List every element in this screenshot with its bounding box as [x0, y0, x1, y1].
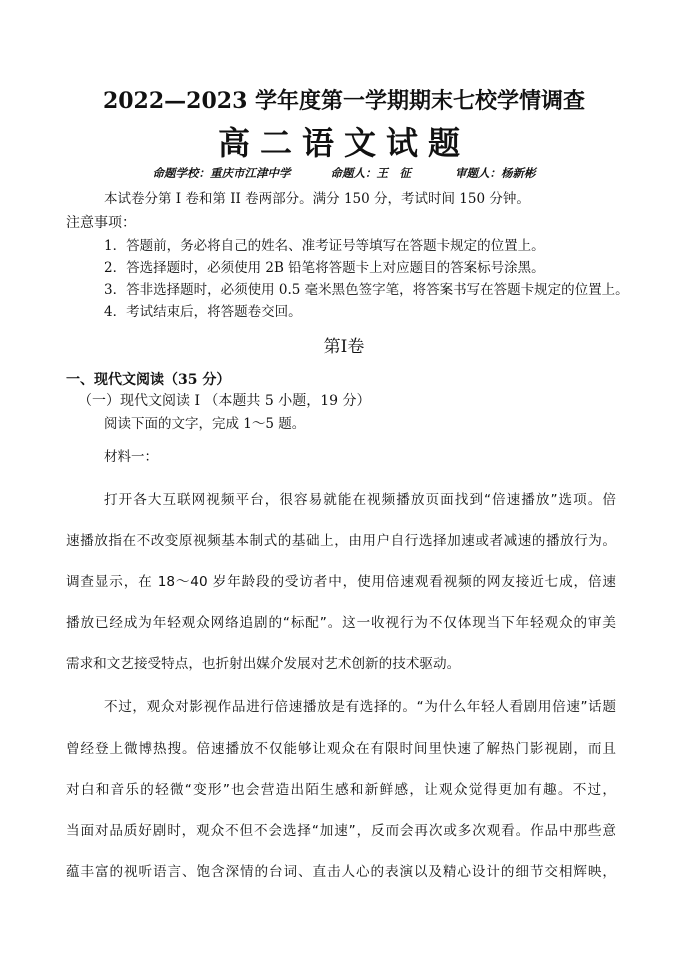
reading-instruction: 阅读下面的文字，完成 1～5 题。: [104, 416, 306, 432]
notice-heading: 注意事项：: [66, 215, 136, 231]
part-heading: 一、现代文阅读（35 分）: [66, 372, 231, 388]
subsection-heading: （一）现代文阅读 I （本题共 5 小题，19 分）: [78, 393, 371, 409]
passage-line: 当面对品质好剧时，观众不但不会选择“加速”，反而会再次或多次观看。作品中那些意: [66, 823, 616, 839]
notice-item: 4．考试结束后，将答题卷交回。: [104, 304, 302, 320]
exam-title: 2022—2023 学年度第一学期期末七校学情调查: [102, 88, 586, 114]
notice-item: 2．答选择题时，必须使用 2B 铅笔将答题卡上对应题目的答案标号涂黑。: [104, 260, 545, 276]
passage-line: 不过，观众对影视作品进行倍速播放是有选择的。“为什么年轻人看剧用倍速”话题: [104, 699, 616, 715]
passage-line: 打开各大互联网视频平台，很容易就能在视频播放页面找到“倍速播放”选项。倍: [104, 492, 616, 508]
passage-line: 蕴丰富的视听语言、饱含深情的台词、直击人心的表演以及精心设计的细节交相辉映，: [66, 864, 616, 880]
passage-line: 曾经登上微博热搜。倍速播放不仅能够让观众在有限时间里快速了解热门影视剧，而且: [66, 741, 616, 757]
author-line: [0, 165, 688, 181]
passage-line: 速播放指在不改变原视频基本制式的基础上，由用户自行选择加速或者减速的播放行为。: [66, 533, 616, 549]
notice-item: 3．答非选择题时，必须使用 0.5 毫米黑色签字笔，将答案书写在答题卡规定的位置上。: [104, 282, 629, 298]
notice-item: 1．答题前，务必将自己的姓名、准考证号等填写在答题卡规定的位置上。: [104, 238, 545, 254]
exam-intro: 本试卷分第 I 卷和第 II 卷两部分。满分 150 分，考试时间 150 分钟。: [104, 191, 530, 207]
passage-line: 播放已经成为年轻观众网络追剧的“标配”。这一收视行为不仅体现当下年轻观众的审美: [66, 615, 616, 631]
passage-line: 对白和音乐的轻微“变形”也会营造出陌生感和新鲜感，让观众觉得更加有趣。不过，: [66, 782, 616, 798]
material-label: 材料一：: [104, 449, 158, 465]
subject-title: 高二语文试题: [217, 124, 470, 162]
passage-line: 需求和文艺接受特点，也折射出媒介发展对艺术创新的技术驱动。: [66, 656, 461, 672]
author-school: 命题学校：重庆市江津中学: [152, 166, 291, 180]
author-name: 命题人：王 征: [330, 166, 411, 180]
reviewer-name: 审题人：杨新彬: [455, 166, 536, 180]
section-title: 第Ⅰ卷: [323, 337, 365, 357]
passage-line: 调查显示，在 18～40 岁年龄段的受访者中，使用倍速观看视频的网友接近七成，倍速: [66, 574, 616, 590]
